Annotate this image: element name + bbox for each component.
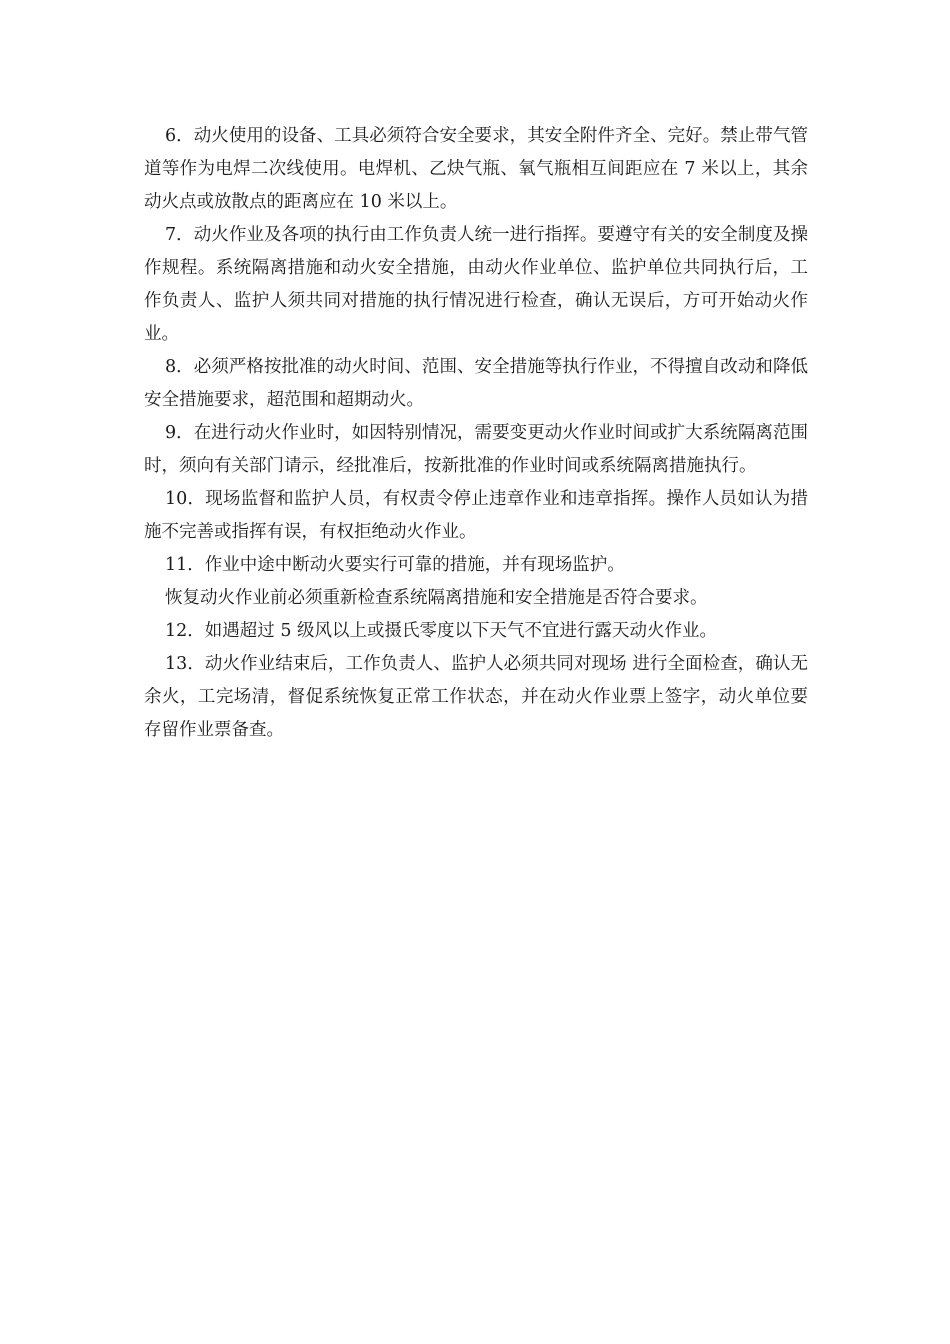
paragraph-8: 8．必须严格按批准的动火时间、范围、安全措施等执行作业，不得擅自改动和降低安全措施要求，超范围和超期动火。 [144, 357, 808, 410]
paragraph-10: 10．现场监督和监护人员，有权责令停止违章作业和违章指挥。操作人员如认为措施不完善或指挥有误，有权拒绝动火作业。 [144, 489, 808, 542]
paragraph-7: 7．动火作业及各项的执行由工作负责人统一进行指挥。要遵守有关的安全制度及操作规程。系统隔离措施和动火安全措施，由动火作业单位、监护单位共同执行后，工作负责人、监护人须共同对措施的执行情况进行检查，确认无误后，方可开始动火作业。 [144, 225, 808, 344]
paragraph-12: 12．如遇超过 5 级风以上或摄氏零度以下天气不宜进行露天动火作业。 [165, 621, 718, 641]
document-body [144, 120, 808, 747]
paragraph-13: 13．动火作业结束后，工作负责人、监护人必须共同对现场 进行全面检查，确认无余火，工完场清，督促系统恢复正常工作状态，并在动火作业票上签字，动火单位要存留作业票备查。 [144, 654, 808, 740]
paragraph-9: 9．在进行动火作业时，如因特别情况，需要变更动火作业时间或扩大系统隔离范围时，须向有关部门请示，经批准后，按新批准的作业时间或系统隔离措施执行。 [144, 423, 808, 476]
paragraph-6: 6．动火使用的设备、工具必须符合安全要求，其安全附件齐全、完好。禁止带气管道等作为电焊二次线使用。电焊机、乙炔气瓶、氧气瓶相互间距应在 7 米以上，其余动火点或放散点的距离应在 10 米以上。 [144, 126, 808, 212]
paragraph-11-continued: 恢复动火作业前必须重新检查系统隔离措施和安全措施是否符合要求。 [165, 588, 708, 608]
paragraph-11: 11．作业中途中断动火要实行可靠的措施，并有现场监护。 [165, 555, 625, 575]
